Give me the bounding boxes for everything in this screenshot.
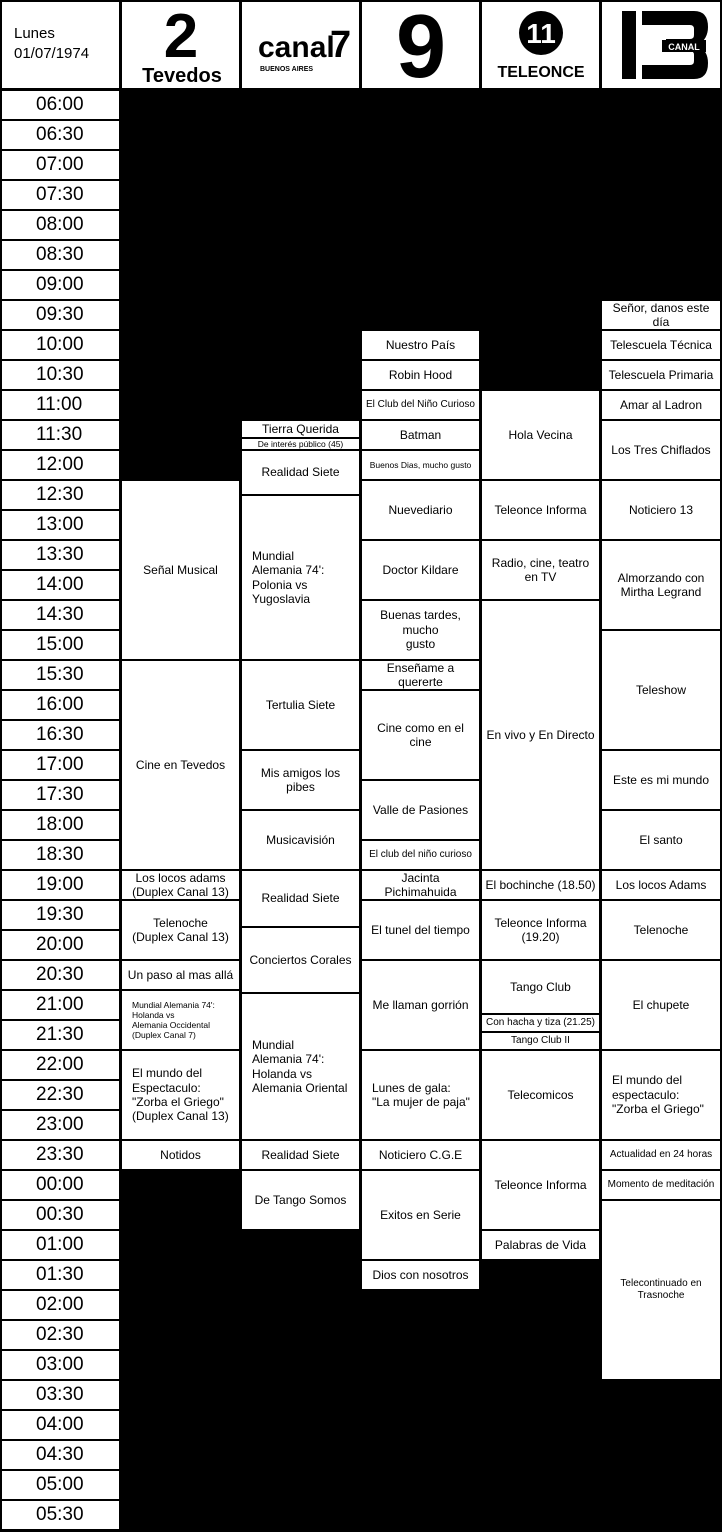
program-block: Cine en Tevedos [122,661,239,869]
time-slot: 02:00 [2,1291,119,1319]
program-block: Este es mi mundo [602,751,720,809]
program-block: Teleonce Informa (19.20) [482,901,599,959]
channel-11-logo-text: TELEONCE [496,64,585,81]
program-block: Mundial Alemania 74': Holanda vs Alemania Occidental (Duplex Canal 7) [122,991,239,1049]
program-block: Tertulia Siete [242,661,359,749]
program-block: Nuevediario [362,481,479,539]
time-slot: 12:30 [2,481,119,509]
program-block: Momento de meditación [602,1171,720,1199]
program-block: Hola Vecina [482,391,599,479]
time-slot: 18:30 [2,841,119,869]
time-slot: 23:00 [2,1111,119,1139]
program-block: De Tango Somos [242,1171,359,1229]
time-slot: 21:30 [2,1021,119,1049]
time-slot: 08:00 [2,211,119,239]
time-slot: 03:00 [2,1351,119,1379]
day-label: Lunes [14,25,55,42]
time-slot: 16:30 [2,721,119,749]
time-slot: 02:30 [2,1321,119,1349]
program-block: Los locos adams (Duplex Canal 13) [122,871,239,899]
program-block: Conciertos Corales [242,928,359,992]
time-slot: 08:30 [2,241,119,269]
program-block: Telecomicos [482,1051,599,1139]
channel-11-logo [482,2,599,88]
program-block: Palabras de Vida [482,1231,599,1259]
program-block: Buenas tardes, mucho gusto [362,601,479,659]
program-block: Cine como en el cine [362,691,479,779]
program-block: Notidos [122,1141,239,1169]
program-block: Jacinta Pichimahuida [362,871,479,899]
program-block: Valle de Pasiones [362,781,479,839]
program-block: El Club del Niño Curioso [362,391,479,419]
program-block: Nuestro País [362,331,479,359]
program-block: El mundo del Espectaculo: "Zorba el Griego" (Duplex Canal 13) [122,1051,239,1139]
time-slot: 05:30 [2,1501,119,1529]
program-block: Tierra Querida [242,421,359,437]
program-block: Señal Musical [122,481,239,659]
date-header [2,2,119,88]
program-block: Enseñame a quererte [362,661,479,689]
program-block: Un paso al mas allá [122,961,239,989]
program-block: Lunes de gala: "La mujer de paja" [362,1051,479,1139]
time-slot: 17:30 [2,781,119,809]
time-slot: 23:30 [2,1141,119,1169]
program-block: Noticiero C.G.E [362,1141,479,1169]
program-block: Teleonce Informa [482,481,599,539]
channel-7-logo-sub: BUENOS AIRES [259,66,313,73]
program-block: El club del niño curioso [362,841,479,869]
time-slot: 11:30 [2,421,119,449]
time-slot: 19:00 [2,871,119,899]
program-block: Mundial Alemania 74': Holanda vs Alemania Oriental [242,994,359,1139]
channel-13-logo-text: CANAL [668,42,700,52]
time-slot: 04:30 [2,1441,119,1469]
program-block: Señor, danos este día [602,301,720,329]
time-slot: 03:30 [2,1381,119,1409]
time-slot: 13:30 [2,541,119,569]
channel-9-logo [362,2,479,88]
program-block: El bochinche (18.50) [482,871,599,899]
program-block: Me llaman gorrión [362,961,479,1049]
time-slot: 07:00 [2,151,119,179]
program-block: Con hacha y tiza (21.25) [482,1015,599,1031]
time-slot: 01:30 [2,1261,119,1289]
date-label: 01/07/1974 [14,45,90,63]
program-block: De interés público (45) [242,439,359,449]
program-block: Realidad Siete [242,1141,359,1169]
time-slot: 10:00 [2,331,119,359]
program-block: Actualidad en 24 horas [602,1141,720,1169]
program-block: Robin Hood [362,361,479,389]
program-block: Telecontinuado en Trasnoche [602,1201,720,1379]
time-slot: 06:00 [2,91,119,119]
program-block: Dios con nosotros [362,1261,479,1289]
program-block: El tunel del tiempo [362,901,479,959]
program-block: En vivo y En Directo [482,601,599,869]
time-slot: 06:30 [2,121,119,149]
time-slot: 04:00 [2,1411,119,1439]
channel-7-logo [242,2,359,88]
time-slot: 15:30 [2,661,119,689]
time-slot: 14:30 [2,601,119,629]
channel-7-logo-text: canal [257,31,335,64]
program-block: Batman [362,421,479,449]
time-slot: 01:00 [2,1231,119,1259]
program-block: Buenos Dias, mucho gusto [362,451,479,479]
time-slot: 20:00 [2,931,119,959]
time-slot: 14:00 [2,571,119,599]
time-slot: 17:00 [2,751,119,779]
program-block: Almorzando con Mirtha Legrand [602,541,720,629]
time-slot: 07:30 [2,181,119,209]
program-block: Teleshow [602,631,720,749]
program-block: Musicavisión [242,811,359,869]
channel-9-number: 9 [395,5,446,85]
time-slot: 00:00 [2,1171,119,1199]
time-slot: 12:00 [2,451,119,479]
program-block: Realidad Siete [242,871,359,926]
program-block: Exitos en Serie [362,1171,479,1259]
program-block: Mis amigos los pibes [242,751,359,809]
program-block: Tango Club II [482,1033,599,1049]
program-block: Teleonce Informa [482,1141,599,1229]
time-slot: 00:30 [2,1201,119,1229]
time-slot: 11:00 [2,391,119,419]
channel-2-logo [122,2,239,88]
program-block: Doctor Kildare [362,541,479,599]
time-slot: 15:00 [2,631,119,659]
channel-7-number: 7 [329,24,351,66]
channel-11-number: 11 [525,18,556,49]
channel-2-logo-text: Tevedos [141,65,222,85]
program-block: Realidad Siete [242,451,359,494]
time-slot: 09:00 [2,271,119,299]
program-block: Amar al Ladron [602,391,720,419]
time-slot: 18:00 [2,811,119,839]
time-slot: 09:30 [2,301,119,329]
program-block: Telenoche [602,901,720,959]
time-slot: 20:30 [2,961,119,989]
program-block: Telenoche (Duplex Canal 13) [122,901,239,959]
program-block: Telescuela Primaria [602,361,720,389]
program-block: El mundo del espectaculo: "Zorba el Griego" [602,1051,720,1139]
program-block: Radio, cine, teatro en TV [482,541,599,599]
time-slot: 22:30 [2,1081,119,1109]
channel-2-number: 2 [163,5,198,71]
program-block: Telescuela Técnica [602,331,720,359]
channel-13-logo [602,2,720,88]
program-block: El santo [602,811,720,869]
time-slot: 10:30 [2,361,119,389]
time-slot: 13:00 [2,511,119,539]
program-block: Noticiero 13 [602,481,720,539]
time-slot: 19:30 [2,901,119,929]
time-slot: 22:00 [2,1051,119,1079]
program-block: Mundial Alemania 74': Polonia vs Yugoslavia [242,496,359,659]
program-block: El chupete [602,961,720,1049]
program-block: Los Tres Chiflados [602,421,720,479]
time-slot: 21:00 [2,991,119,1019]
program-block: Tango Club [482,961,599,1013]
time-slot: 16:00 [2,691,119,719]
program-block: Los locos Adams [602,871,720,899]
time-slot: 05:00 [2,1471,119,1499]
